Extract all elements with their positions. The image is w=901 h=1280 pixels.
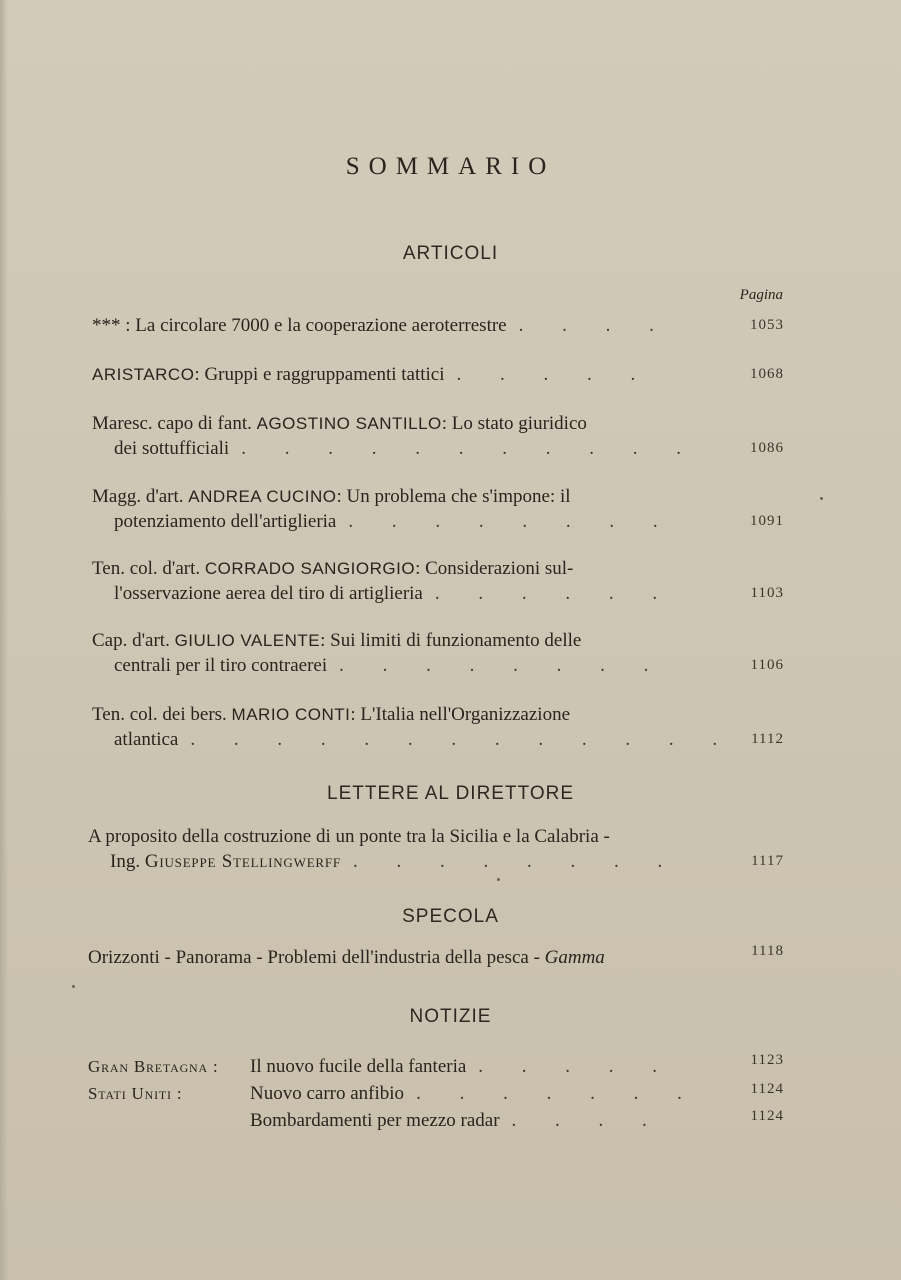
- entry-rank: Ten. col. d'art.: [92, 558, 201, 579]
- page-number: 1112: [751, 731, 784, 747]
- entry-rank: Cap. d'art.: [92, 630, 170, 651]
- toc-entry: [92, 702, 784, 752]
- toc-entry-specola: [88, 945, 784, 970]
- leader-dots: . . . . . . . .: [352, 851, 680, 872]
- leader-dots: . . . .: [518, 315, 671, 336]
- paper-speck: [820, 497, 823, 500]
- page-number: 1123: [750, 1052, 784, 1068]
- toc-entry: [92, 411, 784, 461]
- entry-prefix: Ing.: [110, 851, 145, 872]
- page-number: 1053: [750, 317, 784, 333]
- entry-title: : Considerazioni sul-: [415, 558, 574, 579]
- leader-dots: . . . . .: [456, 364, 653, 385]
- entry-author: AGOSTINO SANTILLO: [256, 414, 442, 433]
- entry-title: La circolare 7000 e la cooperazione aeroterrestre: [135, 315, 507, 336]
- paper-speck: [72, 985, 75, 988]
- entry-author: Gamma: [544, 947, 605, 968]
- entry-prefix: *** :: [92, 315, 136, 336]
- entry-rank: Magg. d'art.: [92, 486, 184, 507]
- toc-entry: [92, 628, 784, 678]
- page-number: 1086: [750, 440, 784, 456]
- entry-title-continued: centrali per il tiro contraerei: [114, 655, 328, 676]
- page-number: 1103: [750, 585, 784, 601]
- notizie-country: Gran Bretagna :: [88, 1057, 219, 1076]
- entry-title: A proposito della costruzione di un ponte tra la Sicilia e la Calabria -: [88, 826, 610, 847]
- notizie-row: [88, 1053, 784, 1080]
- leader-dots: . . . .: [511, 1110, 664, 1131]
- leader-dots: . . . . . . . . . . .: [241, 438, 698, 459]
- section-heading-lettere: LETTERE AL DIRETTORE: [327, 783, 574, 804]
- page-number: 1124: [750, 1081, 784, 1097]
- toc-entry: [92, 362, 784, 387]
- entry-rank: Maresc. capo di fant.: [92, 413, 252, 434]
- notizie-row: [88, 1107, 784, 1134]
- notizie-title: Nuovo carro anfibio: [250, 1083, 405, 1104]
- entry-author: ANDREA CUCINO: [188, 487, 337, 506]
- entry-title: : Lo stato giuridico: [441, 413, 587, 434]
- page-number: 1118: [751, 943, 784, 959]
- entry-title: Orizzonti - Panorama - Problemi dell'industria della pesca -: [88, 947, 545, 968]
- notizie-title: Bombardamenti per mezzo radar: [250, 1110, 500, 1131]
- entry-title-continued: atlantica: [114, 729, 179, 750]
- notizie-row: [88, 1080, 784, 1107]
- entry-rank: Ten. col. dei bers.: [92, 704, 227, 725]
- page-title: SOMMARIO: [345, 153, 556, 180]
- entry-title: : Sui limiti di funzionamento delle: [320, 630, 582, 651]
- page-number: 1124: [750, 1108, 784, 1124]
- entry-author: MARIO CONTI: [231, 705, 351, 724]
- entry-author: Giuseppe Stellingwerff: [144, 851, 341, 872]
- toc-entry-lettere: [88, 824, 784, 874]
- entry-author: ARISTARCO: [92, 365, 195, 384]
- toc-entry: [92, 484, 784, 534]
- entry-title-continued: potenziamento dell'artiglieria: [114, 511, 337, 532]
- leader-dots: . . . . . . . .: [348, 511, 675, 532]
- entry-author: CORRADO SANGIORGIO: [204, 559, 416, 578]
- entry-title: : Un problema che s'impone: il: [336, 486, 571, 507]
- leader-dots: . . . . . . . . . . . . .: [190, 729, 735, 750]
- toc-entry: [92, 556, 784, 606]
- entry-author: GIULIO VALENTE: [174, 631, 321, 650]
- notizie-list: [88, 1053, 784, 1134]
- entry-title-continued: l'osservazione aerea del tiro di artiglieria: [114, 583, 423, 604]
- notizie-title: Il nuovo fucile della fanteria: [250, 1056, 467, 1077]
- page-number: 1068: [750, 366, 784, 382]
- entry-title: : Gruppi e raggruppamenti tattici: [194, 364, 445, 385]
- page-number: 1106: [750, 657, 784, 673]
- page-number: 1091: [750, 513, 784, 529]
- entry-title-continued: dei sottufficiali: [114, 438, 230, 459]
- notizie-country: Stati Uniti :: [88, 1084, 183, 1103]
- leader-dots: . . . . . . . .: [339, 655, 666, 676]
- leader-dots: . . . . . . .: [416, 1083, 699, 1104]
- section-heading-specola: SPECOLA: [402, 906, 499, 927]
- section-heading-articoli: ARTICOLI: [402, 243, 499, 264]
- paper-speck: [497, 878, 500, 881]
- pagina-column-label: Pagina: [739, 287, 783, 303]
- section-heading-notizie: NOTIZIE: [409, 1006, 492, 1027]
- leader-dots: . . . . .: [478, 1056, 675, 1077]
- toc-entry: [92, 313, 784, 338]
- leader-dots: . . . . . .: [434, 583, 675, 604]
- entry-title: : L'Italia nell'Organizzazione: [350, 704, 571, 725]
- page-number: 1117: [751, 853, 784, 869]
